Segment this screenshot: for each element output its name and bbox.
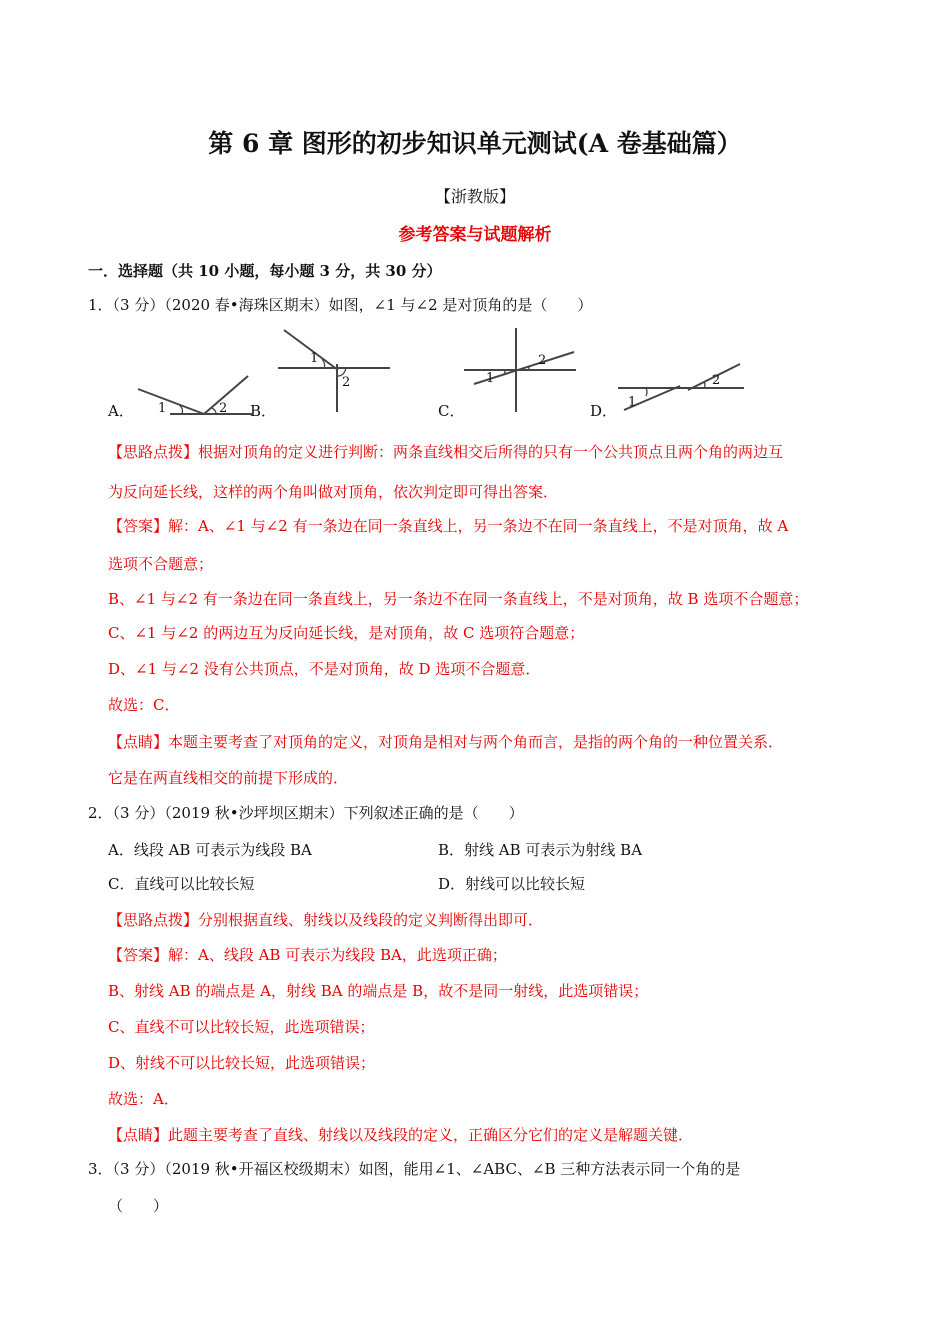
q1-c-label-1: 1 (486, 371, 495, 386)
q1-option-b: B． (250, 402, 277, 420)
q1-option-c: C． (438, 402, 465, 420)
q1-answer-line-3: B、∠1 与∠2 有一条边在同一条直线上，另一条边不在同一条直线上，不是对顶角，故 B 选项不合题意； (108, 590, 809, 608)
q2-option-d: D．射线可以比较长短 (438, 875, 586, 893)
q1-a-label-2: 2 (219, 401, 228, 416)
q1-figure-d (616, 358, 748, 414)
q1-figure-a (130, 372, 260, 420)
q3-stem: 3．（3 分）（2019 秋•开福区校级期末）如图，能用∠1、∠ABC、∠B 三种方法表示同一个角的是 (88, 1160, 741, 1178)
q1-comment-cont: 它是在两直线相交的前提下形成的． (108, 769, 349, 787)
q1-b-label-2: 2 (342, 375, 351, 390)
q1-hint-cont: 为反向延长线，这样的两个角叫做对顶角，依次判定即可得出答案． (108, 483, 559, 501)
q1-answer-line-5: D、∠1 与∠2 没有公共顶点，不是对顶角，故 D 选项不合题意． (108, 660, 541, 678)
q1-d-arc-2 (704, 382, 705, 388)
answer-subtitle: 参考答案与试题解析 (398, 225, 552, 245)
q1-d-label-2: 2 (712, 373, 721, 388)
q1-b-label-1: 1 (310, 351, 319, 366)
q2-option-b: B．射线 AB 可表示为射线 BA (438, 841, 643, 859)
q1-a-line-left (138, 389, 204, 414)
q2-answer-line-3: C、直线不可以比较长短，此选项错误； (108, 1018, 375, 1036)
q1-a-label-1: 1 (158, 401, 167, 416)
q2-option-a: A．线段 AB 可表示为线段 BA (108, 841, 312, 859)
q3-stem-cont: （ ） (108, 1197, 169, 1215)
q1-stem: 1．（3 分）（2020 春•海珠区期末）如图，∠1 与∠2 是对顶角的是（ ） (88, 296, 593, 314)
q1-answer-line-1: 【答案】解：A、∠1 与∠2 有一条边在同一条直线上，另一条边不在同一条直线上，不是对顶角，故 A (108, 517, 789, 535)
q1-c-label-2: 2 (538, 353, 547, 368)
q2-choice: 故选：A． (108, 1090, 179, 1108)
q1-option-a: A． (108, 402, 134, 420)
q1-d-label-1: 1 (628, 395, 637, 410)
q2-answer-line-4: D、射线不可以比较长短，此选项错误； (108, 1054, 376, 1072)
q1-hint: 【思路点拨】根据对顶角的定义进行判断：两条直线相交后所得的只有一个公共顶点且两个角的两边互 (108, 443, 784, 461)
q1-figure-c (462, 326, 582, 414)
q1-c-arc-1 (504, 370, 505, 374)
q2-stem: 2．（3 分）（2019 秋•沙坪坝区期末）下列叙述正确的是（ ） (88, 804, 524, 822)
page-title: 第 6 章 图形的初步知识单元测试(A 卷基础篇） (208, 129, 742, 158)
q1-c-arc-2 (528, 366, 529, 370)
q2-option-c: C．直线可以比较长短 (108, 875, 255, 893)
q1-choice: 故选：C． (108, 696, 180, 714)
q2-answer-line-1: 【答案】解：A、线段 AB 可表示为线段 BA，此选项正确； (108, 946, 507, 964)
section-heading: 一．选择题（共 10 小题，每小题 3 分，共 30 分） (88, 262, 442, 280)
q2-hint: 【思路点拨】分别根据直线、射线以及线段的定义判断得出即可． (108, 911, 544, 929)
q2-answer-line-2: B、射线 AB 的端点是 A，射线 BA 的端点是 B，故不是同一射线，此选项错误； (108, 982, 649, 1000)
q2-comment: 【点睛】此题主要考查了直线、射线以及线段的定义，正确区分它们的定义是解题关键． (108, 1126, 694, 1144)
q1-figure-b (276, 324, 396, 416)
q1-option-d: D． (590, 402, 618, 420)
q1-answer-line-4: C、∠1 与∠2 的两边互为反向延长线，是对顶角，故 C 选项符合题意； (108, 624, 585, 642)
q1-d-arc-1 (646, 388, 647, 396)
edition-label: 【浙教版】 (434, 187, 515, 206)
q1-comment: 【点睛】本题主要考查了对顶角的定义，对顶角是相对与两个角而言，是指的两个角的一种位置关系． (108, 733, 784, 751)
q1-answer-line-2: 选项不合题意； (108, 555, 214, 573)
